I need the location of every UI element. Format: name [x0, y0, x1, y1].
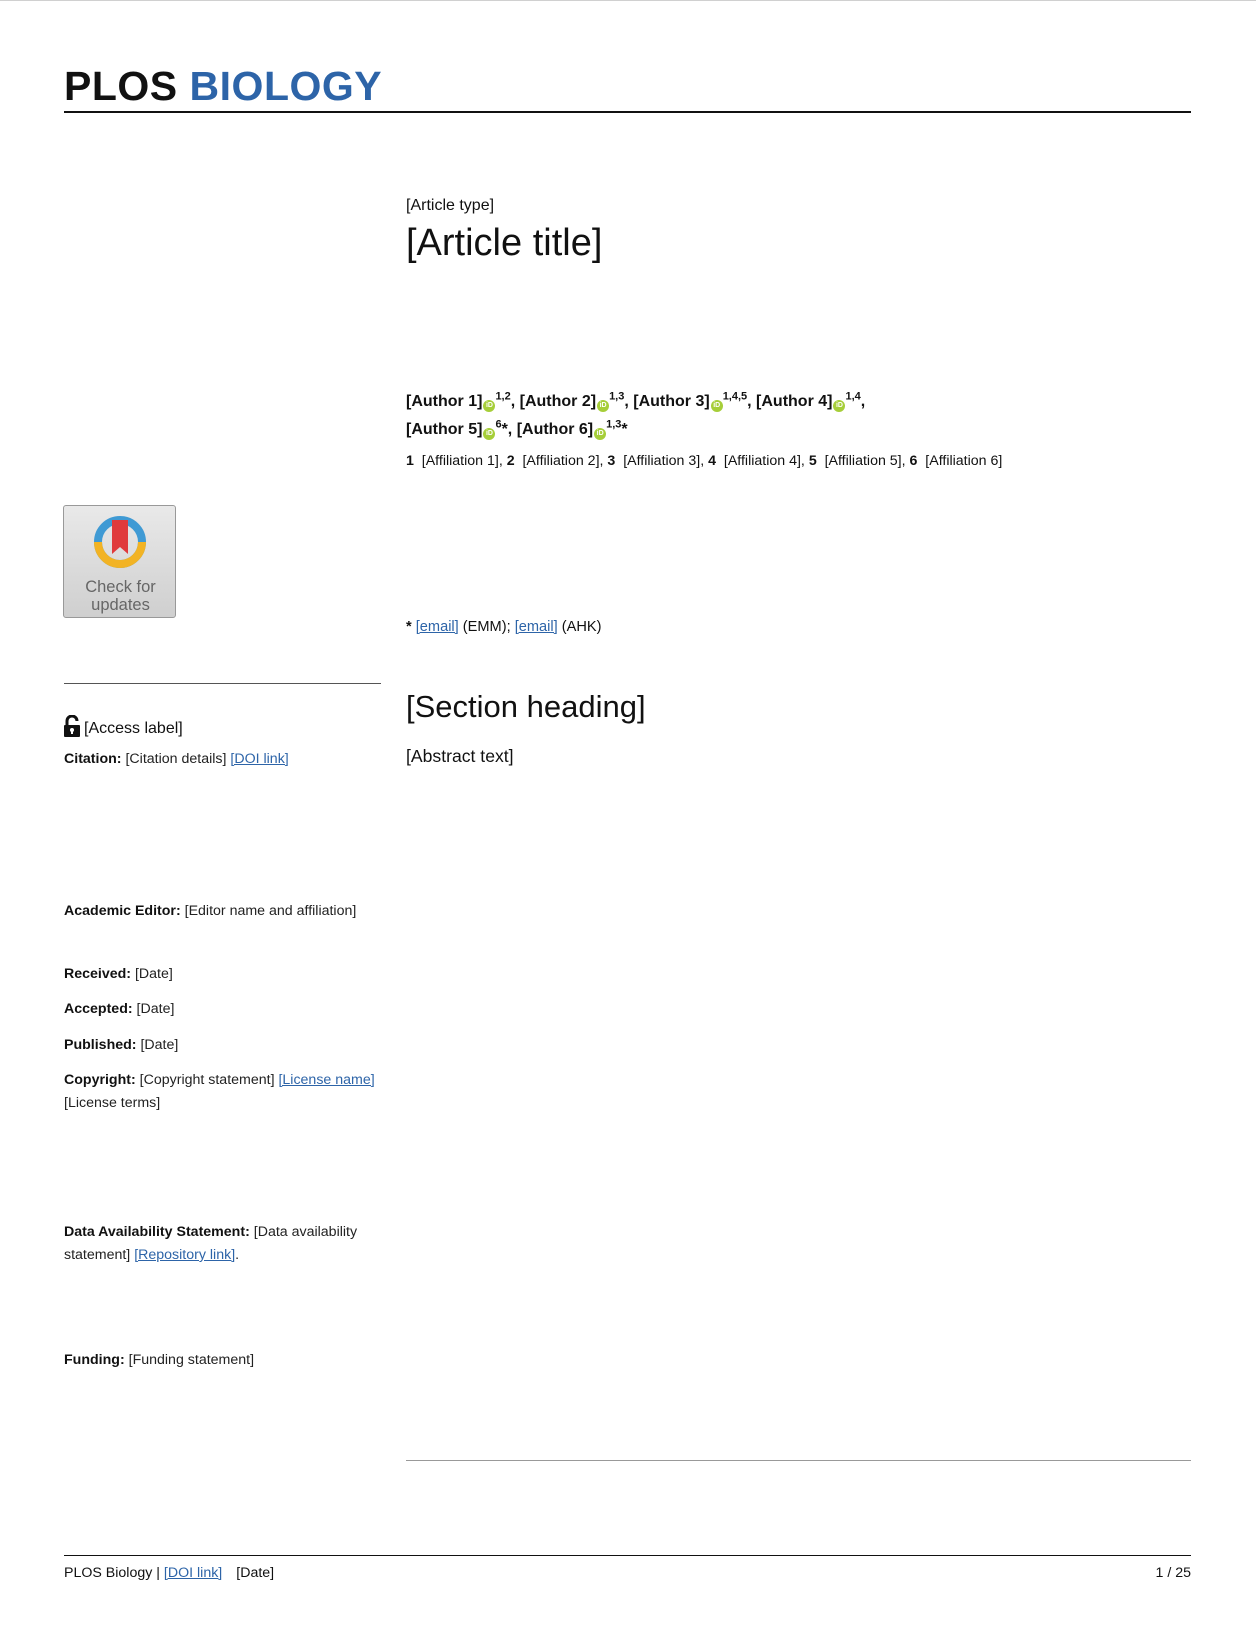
- citation-text: [Citation details]: [125, 751, 227, 767]
- affil-text: [Affiliation 5]: [824, 453, 902, 469]
- footer-rule: [64, 1555, 1191, 1556]
- funding-text: [Funding statement]: [128, 1352, 255, 1368]
- corresponding-star: *: [621, 420, 628, 438]
- author-name: [Author 6]: [516, 420, 594, 438]
- author-name: [Author 2]: [519, 393, 597, 411]
- affil-num: 1: [406, 453, 414, 469]
- orcid-icon[interactable]: iD: [594, 428, 606, 440]
- citation-doi-link[interactable]: [DOI link]: [230, 751, 289, 767]
- page-number: 1 / 25: [1155, 1565, 1191, 1581]
- header-rule: [64, 111, 1191, 113]
- author-affil-sup: 1,2: [495, 391, 511, 403]
- affil-text: [Affiliation 6]: [925, 453, 1003, 469]
- author-affil-sup: 1,3: [609, 391, 625, 403]
- footer-doi-link[interactable]: [DOI link]: [163, 1565, 223, 1581]
- affil-num: 4: [708, 453, 716, 469]
- author: [520, 393, 634, 410]
- footer: [64, 1563, 274, 1583]
- journal-logo: [64, 60, 382, 112]
- received-label: Received:: [64, 966, 132, 982]
- author-name: [Author 4]: [756, 393, 833, 411]
- footer-date: [Date]: [236, 1565, 275, 1581]
- received-text: [Date]: [134, 966, 173, 982]
- author-affil-sup: 1,3: [606, 418, 622, 431]
- crossmark-icon: [92, 514, 148, 572]
- author: [406, 418, 517, 438]
- copyright-text: [Copyright statement]: [139, 1072, 275, 1088]
- email-link-2[interactable]: [email]: [514, 619, 558, 635]
- author: [633, 393, 756, 410]
- author: [406, 393, 520, 410]
- accepted-label: Accepted:: [64, 1001, 133, 1017]
- abstract-text: [Abstract text]: [406, 746, 514, 766]
- published-date: [64, 1034, 381, 1057]
- copyright-label: Copyright:: [64, 1072, 136, 1088]
- author: [516, 418, 628, 438]
- article-title: [Article title]: [406, 222, 603, 264]
- email-link-1[interactable]: [email]: [415, 619, 459, 635]
- footer-journal: PLOS Biology |: [64, 1565, 160, 1581]
- author: [756, 393, 865, 410]
- affil-text: [Affiliation 1]: [421, 453, 499, 469]
- author-separator: ,: [510, 393, 520, 411]
- published-text: [Date]: [140, 1037, 179, 1053]
- received-date: [64, 963, 381, 986]
- academic-editor: [64, 900, 381, 923]
- corresponding-star: *: [501, 420, 508, 438]
- author-name: [Author 3]: [633, 393, 710, 411]
- editor-label: Academic Editor:: [64, 903, 181, 919]
- orcid-icon[interactable]: iD: [483, 400, 495, 412]
- affil-num: 5: [808, 453, 817, 469]
- affil-num: 6: [909, 453, 918, 469]
- corresponding-emails: [406, 617, 1191, 637]
- github-link[interactable]: [Repository link]: [134, 1247, 236, 1263]
- copyright-text-after: [License terms]: [64, 1095, 161, 1111]
- copyright: [64, 1069, 381, 1115]
- author-line-1: [406, 386, 1191, 413]
- author-affil-sup: 1,4: [845, 391, 861, 403]
- editor-text: [Editor name and affiliation]: [184, 903, 357, 919]
- published-label: Published:: [64, 1037, 137, 1053]
- journal-logo-part1: PLOS: [64, 63, 178, 109]
- affil-num: 2: [506, 453, 515, 469]
- citation: [64, 748, 381, 771]
- check-label-line2: updates: [91, 596, 150, 614]
- affil-num: 3: [607, 453, 616, 469]
- funding-label: Funding:: [64, 1352, 125, 1368]
- abstract-rule: [406, 1460, 1191, 1461]
- article-type: [Article type]: [406, 197, 495, 214]
- journal-logo-part2: BIOLOGY: [189, 63, 383, 109]
- data-availability-label: Data Availability Statement:: [64, 1224, 250, 1240]
- author-separator: ,: [747, 393, 757, 411]
- author-affil-sup: 1,4,5: [722, 391, 748, 403]
- affil-text: [Affiliation 2]: [522, 453, 600, 469]
- author-separator: ,: [860, 393, 866, 411]
- email-owner-2: (AHK): [561, 619, 602, 635]
- affil-text: [Affiliation 3]: [623, 453, 701, 469]
- data-availability-text: [Data availability statement]: [64, 1224, 358, 1263]
- corresponding-marker: *: [406, 619, 412, 635]
- author-affil-sup: 6: [495, 418, 502, 431]
- citation-label: Citation:: [64, 751, 122, 767]
- orcid-icon[interactable]: iD: [483, 428, 495, 440]
- orcid-icon[interactable]: iD: [597, 400, 609, 412]
- top-border: [0, 0, 1256, 1]
- funding: [64, 1349, 381, 1372]
- accepted-text: [Date]: [136, 1001, 175, 1017]
- affil-text: [Affiliation 4]: [723, 453, 801, 469]
- email-owner-1: (EMM);: [462, 619, 511, 635]
- orcid-icon[interactable]: iD: [833, 400, 845, 412]
- orcid-icon[interactable]: iD: [711, 400, 723, 412]
- author-name: [Author 5]: [406, 420, 483, 438]
- open-access: [64, 715, 183, 741]
- check-for-updates-label: [64, 578, 177, 614]
- open-lock-icon: [64, 715, 80, 737]
- author-line-2: [406, 413, 1191, 440]
- check-label-line1: Check for: [85, 578, 156, 596]
- accepted-date: [64, 998, 381, 1021]
- author-separator: ,: [507, 420, 517, 438]
- author-name: [Author 1]: [406, 393, 483, 411]
- affiliations: 1 [Affiliation 1], 2 [Affiliation 2], 3 [Affiliation 3], 4 [Affiliation 4], 5 [Affiliation 5], 6 [Affiliation 6]: [406, 453, 1003, 469]
- sidebar-rule: [64, 683, 381, 684]
- license-link[interactable]: [License name]: [278, 1072, 375, 1088]
- author-separator: ,: [624, 393, 634, 411]
- check-for-updates-badge[interactable]: [63, 505, 176, 618]
- abstract-heading: [Section heading]: [406, 689, 646, 724]
- author-list: [406, 386, 1191, 441]
- open-access-label: [Access label]: [84, 720, 183, 737]
- data-availability: [64, 1221, 381, 1267]
- data-availability-end: .: [235, 1247, 240, 1263]
